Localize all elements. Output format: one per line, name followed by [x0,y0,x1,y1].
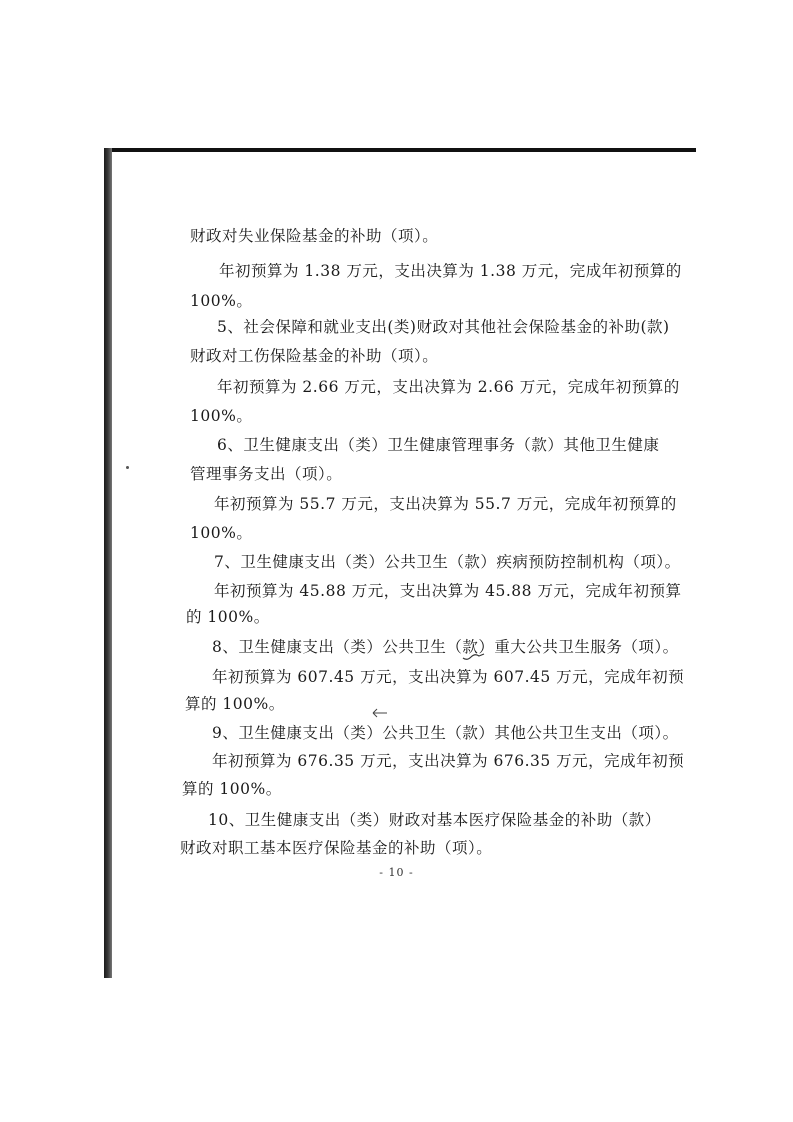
text-line: 年初预算为 2.66 万元，支出决算为 2.66 万元，完成年初预算的 [217,378,680,396]
text-line: 财政对工伤保险基金的补助（项）。 [190,347,439,365]
text-line: 年初预算为 45.88 万元，支出决算为 45.88 万元，完成年初预算 [214,582,682,600]
scan-speck [126,466,129,469]
page-number: - 10 - [379,866,414,879]
text-line: 的 100%。 [186,608,270,626]
text-line: 年初预算为 607.45 万元，支出决算为 607.45 万元，完成年初预 [212,668,685,686]
text-line: 6、卫生健康支出（类）卫生健康管理事务（款）其他卫生健康 [217,436,660,454]
text-line: 财政对职工基本医疗保险基金的补助（项）。 [180,839,493,857]
handwritten-tick-mark [462,652,486,662]
text-line: 算的 100%。 [185,695,285,713]
text-line: 8、卫生健康支出（类）公共卫生（款）重大公共卫生服务（项）。 [212,638,679,656]
text-line: 100%。 [190,292,253,310]
text-line: 100%。 [190,407,253,425]
text-line: 100%。 [190,524,253,542]
scan-border-left [104,148,112,978]
text-line: 7、卫生健康支出（类）公共卫生（款）疾病预防控制机构（项）。 [214,553,681,571]
handwritten-arrow-mark [370,708,388,718]
text-line: 年初预算为 55.7 万元，支出决算为 55.7 万元，完成年初预算的 [214,495,677,513]
scan-border-top [108,148,696,152]
text-line: 年初预算为 1.38 万元，支出决算为 1.38 万元，完成年初预算的 [219,262,682,280]
text-line: 算的 100%。 [182,780,282,798]
text-line: 5、社会保障和就业支出(类)财政对其他社会保险基金的补助(款) [217,318,670,336]
text-line: 9、卫生健康支出（类）公共卫生（款）其他公共卫生支出（项）。 [212,724,679,742]
text-line: 财政对失业保险基金的补助（项）。 [190,227,439,245]
text-line: 年初预算为 676.35 万元，支出决算为 676.35 万元，完成年初预 [212,752,685,770]
text-line: 管理事务支出（项）。 [190,465,343,483]
text-line: 10、卫生健康支出（类）财政对基本医疗保险基金的补助（款） [208,811,661,829]
